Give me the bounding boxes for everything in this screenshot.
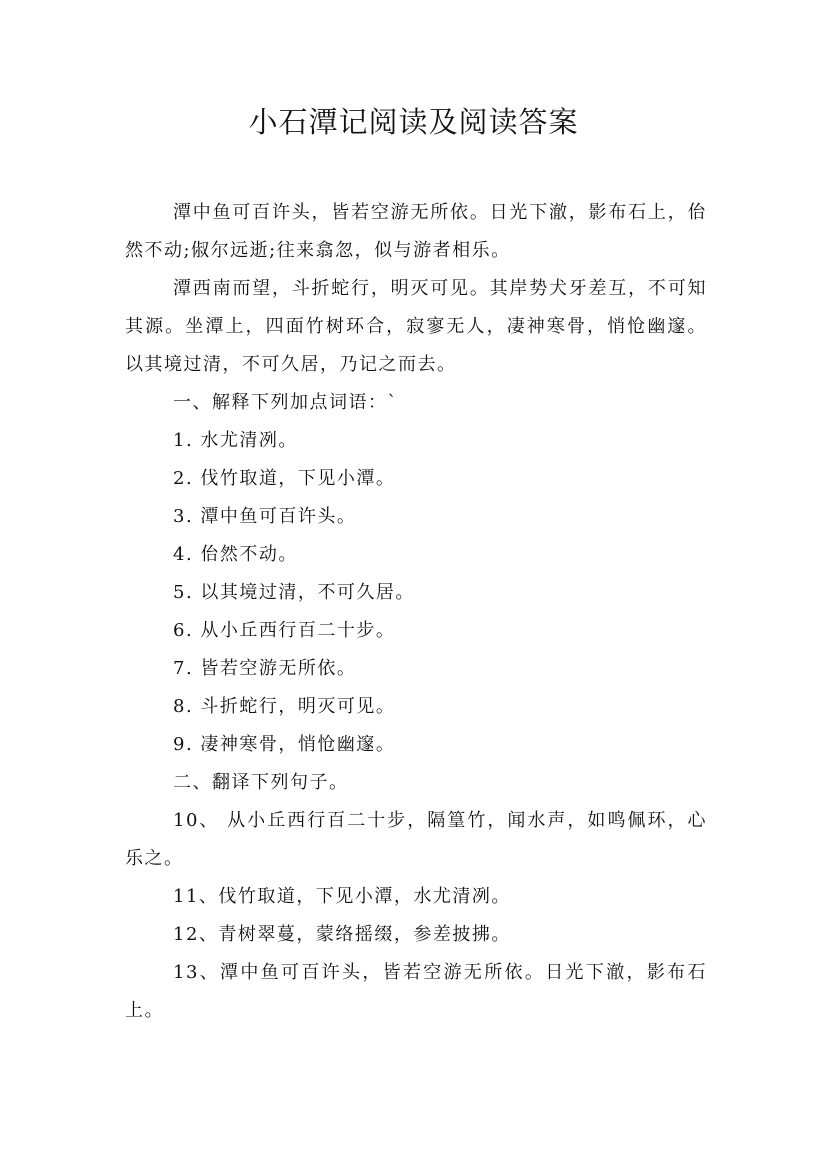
document-body <box>125 194 707 1030</box>
question-item: 12、青树翠蔓，蒙络摇缀，参差披拂。 <box>173 924 511 945</box>
paragraph-passage-2: 潭西南而望，斗折蛇行，明灭可见。其岸势犬牙差互，不可知其源。坐潭上，四面竹树环合，寂寥无人，凄神寒骨，悄怆幽邃。以其境过清，不可久居，乃记之而去。 <box>125 278 707 375</box>
question-item: 13、潭中鱼可百许头，皆若空游无所依。日光下澈，影布石上。 <box>125 962 707 1021</box>
paragraph-passage-1: 潭中鱼可百许头，皆若空游无所依。日光下澈，影布石上，佁然不动;俶尔远逝;往来翕忽，似与游者相乐。 <box>125 202 707 261</box>
question-item: 9. 凄神寒骨，悄怆幽邃。 <box>173 734 396 755</box>
question-item: 1. 水尤清冽。 <box>173 430 298 451</box>
question-item: 3. 潭中鱼可百许头。 <box>173 506 357 527</box>
question-item: 11、伐竹取道，下见小潭，水尤清冽。 <box>173 886 511 907</box>
section-heading-translate: 二、翻译下列句子。 <box>173 772 349 793</box>
question-item: 4. 佁然不动。 <box>173 544 298 565</box>
question-item: 2. 伐竹取道，下见小潭。 <box>173 468 396 489</box>
document-title: 小石潭记阅读及阅读答案 <box>248 105 579 139</box>
question-item: 7. 皆若空游无所依。 <box>173 658 357 679</box>
question-item: 6. 从小丘西行百二十步。 <box>173 620 396 641</box>
section-heading-explain: 一、解释下列加点词语：` <box>173 392 398 413</box>
question-item: 5. 以其境过清，不可久居。 <box>173 582 415 603</box>
question-item: 8. 斗折蛇行，明灭可见。 <box>173 696 396 717</box>
question-item: 10、 从小丘西行百二十步，隔篁竹，闻水声，如鸣佩环，心乐之。 <box>125 810 707 869</box>
